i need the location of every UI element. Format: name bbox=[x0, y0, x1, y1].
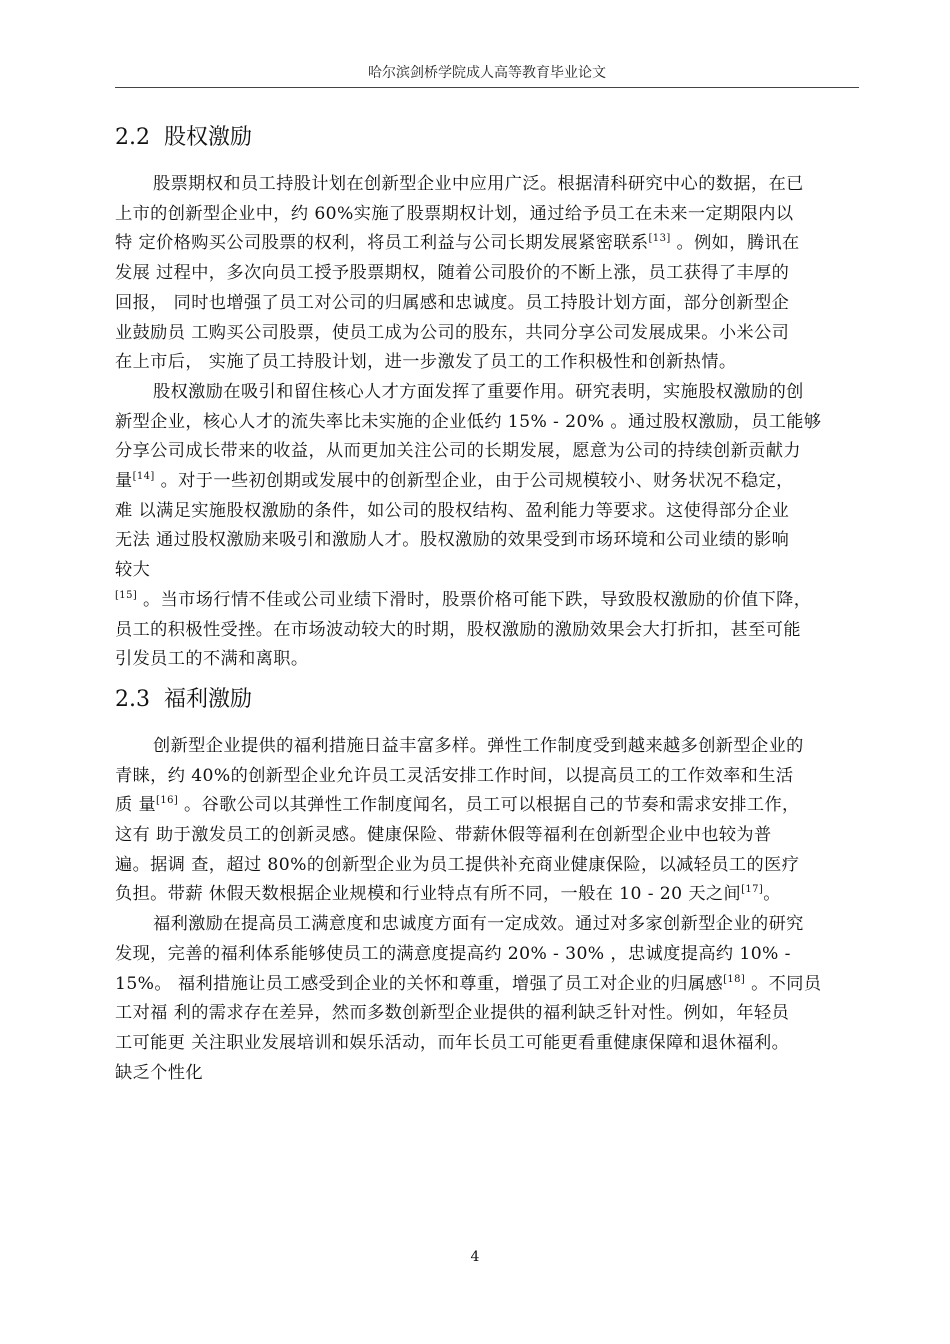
text-line: 福利激励在提高员工满意度和忠诚度方面有一定成效。通过对多家创新型企业的研究 bbox=[153, 914, 804, 935]
text-line: 工对福 利的需求存在差异，然而多数创新型企业提供的福利缺乏针对性。例如，年轻员 bbox=[115, 1003, 790, 1024]
text-line: 在上市后， 实施了员工持股计划，进一步激发了员工的工作积极性和创新热情。 bbox=[115, 352, 737, 373]
text-line: 创新型企业提供的福利措施日益丰富多样。弹性工作制度受到越来越多创新型企业的 bbox=[153, 735, 804, 756]
text-line: 遍。据调 查，超过 80%的创新型企业为员工提供补充商业健康保险，以减轻员工的医疗 bbox=[115, 854, 800, 875]
text-line: 难 以满足实施股权激励的条件，如公司的股权结构、盈利能力等要求。这使得部分企业 bbox=[115, 500, 790, 521]
text-line: 回报， 同时也增强了员工对公司的归属感和忠诚度。员工持股计划方面，部分创新型企 bbox=[115, 292, 790, 313]
text-line: 股权激励在吸引和留住核心人才方面发挥了重要作用。研究表明，实施股权激励的创 bbox=[153, 381, 804, 402]
text-line: 。当市场行情不佳或公司业绩下滑时，股票价格可能下跌，导致股权激励的价值下降， bbox=[137, 589, 812, 610]
text-line: 发展 过程中，多次向员工授予股票期权，随着公司股价的不断上涨，员工获得了丰厚的 bbox=[115, 263, 790, 284]
citation-ref: [13] bbox=[648, 233, 671, 245]
section-number: 2.2 bbox=[115, 125, 150, 150]
text-line: 股票期权和员工持股计划在创新型企业中应用广泛。根据清科研究中心的数据，在已 bbox=[153, 174, 804, 194]
header-rule bbox=[115, 87, 859, 88]
text-line: 缺乏个性化 bbox=[115, 1062, 203, 1083]
text-line: 这有 助于激发员工的创新灵感。健康保险、带薪休假等福利在创新型企业中也较为普 bbox=[115, 825, 772, 846]
section-title: 股权激励 bbox=[164, 125, 253, 150]
text-line: 新型企业，核心人才的流失率比未实施的企业低约 15% - 20% 。通过股权激励，员工能够 bbox=[115, 411, 822, 432]
text-line: 负担。带薪 休假天数根据企业规模和行业特点有所不同，一般在 10 - 20 天之间 bbox=[115, 884, 742, 905]
section-heading-2-3 bbox=[115, 682, 859, 718]
paragraph-benefit-measures bbox=[115, 732, 859, 910]
citation-ref: [14] bbox=[132, 471, 155, 483]
text-line: 。不同员 bbox=[745, 973, 822, 994]
text-line: 15%。 福利措施让员工感受到企业的关怀和尊重，增强了员工对企业的归属感 bbox=[115, 973, 724, 994]
page-number: 4 bbox=[470, 1249, 480, 1265]
text-line: 。谷歌公司以其弹性工作制度闻名，员工可以根据自己的节奏和需求安排工作， bbox=[178, 795, 800, 816]
text-line: 发现，完善的福利体系能够使员工的满意度提高约 20% - 30% ，忠诚度提高约 10% - bbox=[115, 943, 791, 964]
paragraph-benefit-effects bbox=[115, 910, 859, 1088]
citation-ref: [17] bbox=[741, 884, 764, 896]
text-line: 青睐，约 40%的创新型企业允许员工灵活安排工作时间，以提高员工的工作效率和生活 bbox=[115, 765, 794, 786]
text-line: 较大 bbox=[115, 560, 151, 581]
text-line: 工可能更 关注职业发展培训和娱乐活动，而年长员工可能更看重健康保障和退休福利。 bbox=[115, 1032, 790, 1053]
citation-ref: [18] bbox=[723, 973, 746, 985]
paragraph-stock-options bbox=[115, 170, 859, 378]
text-line: 量 bbox=[115, 471, 133, 492]
text-line: 员工的积极性受挫。在市场波动较大的时期，股权激励的激励效果会大打折扣，甚至可能 bbox=[115, 619, 801, 640]
text-line: 。例如，腾讯在 bbox=[670, 233, 800, 254]
paragraph-equity-effects bbox=[115, 378, 859, 675]
citation-ref: [16] bbox=[156, 795, 179, 807]
running-header: 哈尔滨剑桥学院成人高等教育毕业论文 bbox=[368, 65, 606, 81]
section-heading-2-2 bbox=[115, 120, 859, 156]
text-line: 。 bbox=[763, 884, 781, 905]
text-line: 上市的创新型企业中，约 60%实施了股票期权计划，通过给予员工在未来一定期限内以 bbox=[115, 203, 794, 224]
text-line: 质 量 bbox=[115, 795, 157, 816]
citation-ref: [15] bbox=[115, 589, 138, 601]
section-number: 2.3 bbox=[115, 686, 150, 712]
text-line: 业鼓励员 工购买公司股票，使员工成为公司的股东，共同分享公司发展成果。小米公司 bbox=[115, 322, 790, 343]
text-line: 引发员工的不满和离职。 bbox=[115, 649, 309, 670]
text-line: 无法 通过股权激励来吸引和激励人才。股权激励的效果受到市场环境和公司业绩的影响 bbox=[115, 530, 790, 551]
text-line: 特 定价格购买公司股票的权利，将员工利益与公司长期发展紧密联系 bbox=[115, 233, 649, 254]
section-title: 福利激励 bbox=[164, 686, 253, 712]
page-body bbox=[115, 120, 859, 1088]
text-line: 分享公司成长带来的收益，从而更加关注公司的长期发展，愿意为公司的持续创新贡献力 bbox=[115, 441, 801, 462]
text-line: 。对于一些初创期或发展中的创新型企业，由于公司规模较小、财务状况不稳定， bbox=[154, 471, 794, 492]
